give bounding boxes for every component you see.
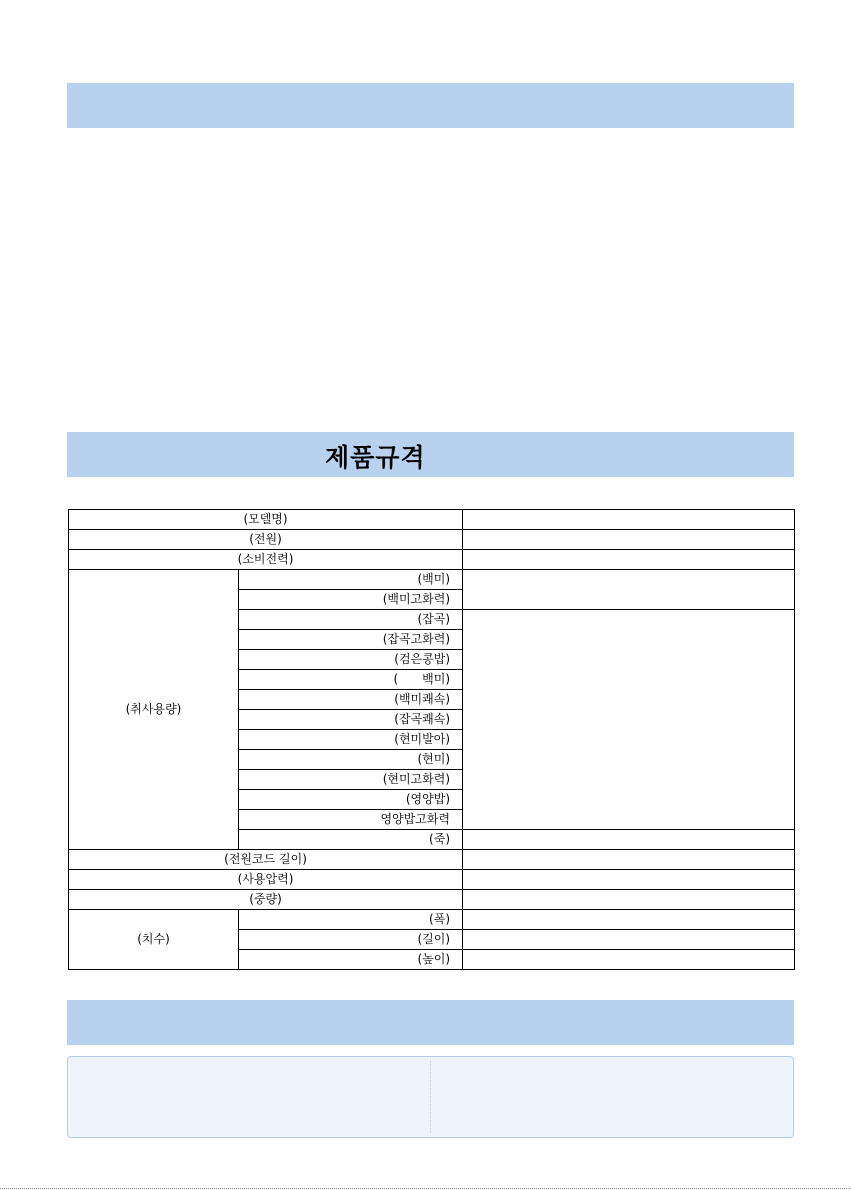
- spec-label-pressure: (사용압력): [69, 870, 463, 890]
- spec-label-cord-length: (전원코드 길이): [69, 850, 463, 870]
- spec-value: [463, 510, 795, 530]
- spec-label-power: (전원): [69, 530, 463, 550]
- spec-label-capacity-item: (현미): [239, 750, 463, 770]
- spec-value: [463, 830, 795, 850]
- spec-value: [463, 890, 795, 910]
- section-header-spec: [67, 432, 794, 477]
- spec-label-dimension-item: (길이): [239, 930, 463, 950]
- spec-value: [463, 850, 795, 870]
- spec-label-dimensions-group: (치수): [69, 910, 239, 970]
- section-title-spec: 제품규격: [325, 443, 426, 472]
- table-row: [69, 870, 795, 890]
- spec-label-capacity-item: (현미고화력): [239, 770, 463, 790]
- spec-value: [463, 610, 795, 830]
- table-row: [69, 570, 795, 590]
- spec-label-capacity-item: (백미고화력): [239, 590, 463, 610]
- note-box: [67, 1056, 794, 1138]
- spec-label-capacity-item: (백미): [239, 570, 463, 590]
- spec-label-dimension-item: (높이): [239, 950, 463, 970]
- spec-label-capacity-group: (취사용량): [69, 570, 239, 850]
- table-row: [69, 850, 795, 870]
- spec-label-model: (모델명): [69, 510, 463, 530]
- table-row: [69, 550, 795, 570]
- spec-label-capacity-item: (백미쾌속): [239, 690, 463, 710]
- spec-label-capacity-item: 영양밥고화력: [239, 810, 463, 830]
- spec-label-dimension-item: (폭): [239, 910, 463, 930]
- spec-value: [463, 910, 795, 930]
- table-row: [69, 530, 795, 550]
- spec-value: [463, 530, 795, 550]
- spec-value: [463, 930, 795, 950]
- spec-label-capacity-item: (잡곡): [239, 610, 463, 630]
- spec-label-capacity-item: (영양밥): [239, 790, 463, 810]
- spec-table: [68, 509, 795, 970]
- spec-label-capacity-item: (죽): [239, 830, 463, 850]
- spec-value: [463, 950, 795, 970]
- spec-label-capacity-item: (잡곡고화력): [239, 630, 463, 650]
- spec-label-capacity-item: ( 백미): [239, 670, 463, 690]
- spec-label-capacity-item: (잡곡쾌속): [239, 710, 463, 730]
- spec-value: [463, 870, 795, 890]
- spec-label-weight: (중량): [69, 890, 463, 910]
- section-header-bottom: [67, 1000, 794, 1045]
- spec-value: [463, 570, 795, 610]
- note-divider: [430, 1061, 431, 1133]
- section-header-top: [67, 83, 794, 128]
- spec-label-power-consumption: (소비전력): [69, 550, 463, 570]
- spec-label-capacity-item: (현미발아): [239, 730, 463, 750]
- spec-label-capacity-item: (검은콩밥): [239, 650, 463, 670]
- spec-value: [463, 550, 795, 570]
- table-row: [69, 890, 795, 910]
- table-row: [69, 910, 795, 930]
- table-row: [69, 510, 795, 530]
- page-bottom-rule: [0, 1188, 851, 1189]
